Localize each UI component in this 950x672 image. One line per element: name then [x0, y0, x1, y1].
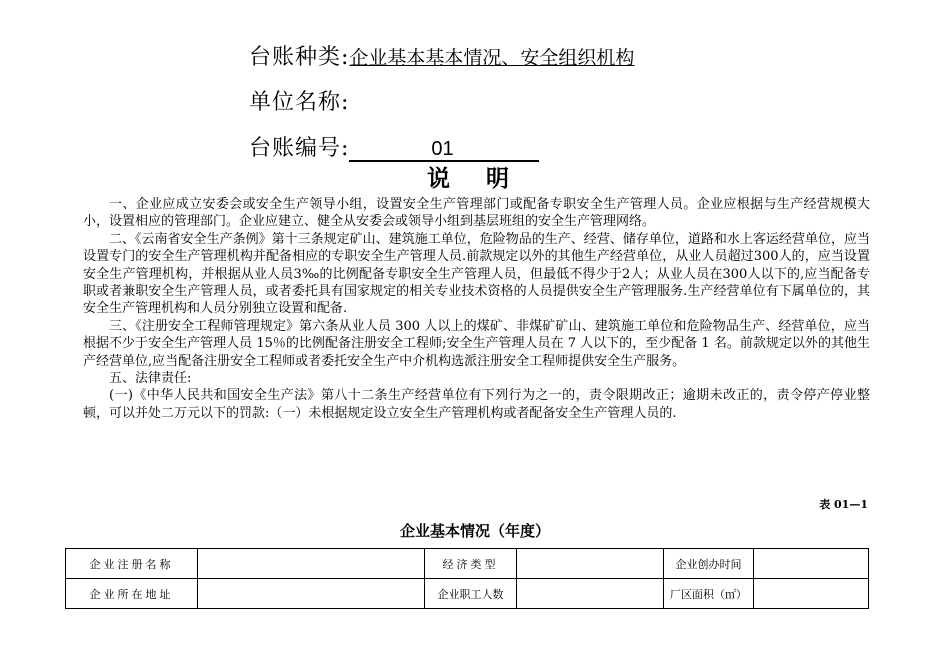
unit-name-row — [249, 85, 349, 116]
table-label-cell: 企业注册名称 — [66, 549, 198, 579]
table-label-cell: 厂区面积（㎡） — [664, 579, 754, 609]
table-code: 表 01—1 — [819, 498, 868, 511]
paragraph: 五、法律责任: — [109, 371, 192, 387]
table-label-cell: 经济类型 — [425, 549, 517, 579]
table-value-cell[interactable] — [754, 579, 869, 609]
ledger-category-row — [249, 40, 634, 71]
paragraph: 一、企业应成立安委会或安全生产领导小组，设置安全生产管理部门或配备专职安全生产管理人员。企业应根据与生产经营规模大小，设置相应的管理部门。企业应建立、健全从安委会或领导小组到基层班组的安全生产管理网络。 — [83, 197, 870, 230]
instructions-body — [83, 196, 870, 422]
ledger-number-row — [249, 131, 539, 162]
ledger-category-value: 企业基本基本情况、安全组织机构 — [349, 48, 635, 69]
table-value-cell[interactable] — [754, 549, 869, 579]
paragraph: (一)《中华人民共和国安全生产法》第八十二条生产经营单位有下列行为之一的，责令限期改正；逾期未改正的，责令停产停业整顿，可以并处二万元以下的罚款:（一）未根据规定设立安全生产管理机构或者配备安全生产管理人员的. — [83, 388, 870, 421]
ledger-category-label: 台账种类: — [249, 45, 350, 70]
table-label-cell: 企业创办时间 — [664, 549, 754, 579]
paragraph: 三、《注册安全工程师管理规定》第六条从业人员 300 人以上的煤矿、非煤矿矿山、建筑施工单位和危险物品生产、经营单位，应当根据不少于安全生产管理人员 15％的比例配备注册安全工程师;安全生产管理人员在 7 人以下的，至少配备 1 名。前款规定以外的其他生产经营单位,应当配备注册安全工程师或者委托安全生产中介机构选派注册安全工程师提供安全生产服务。 — [83, 318, 870, 369]
table-title: 企业基本情况（年度） — [399, 522, 550, 540]
table-value-cell[interactable] — [198, 549, 425, 579]
enterprise-info-table — [65, 548, 869, 609]
table-value-cell[interactable] — [198, 579, 425, 609]
table-label-cell: 企业职工人数 — [425, 579, 517, 609]
ledger-number-label: 台账编号: — [249, 136, 350, 161]
table-row — [66, 549, 869, 579]
unit-name-label: 单位名称: — [249, 90, 350, 115]
document-title: 说 明 — [426, 165, 523, 192]
table-value-cell[interactable] — [517, 549, 664, 579]
table-row — [66, 579, 869, 609]
table-value-cell[interactable] — [517, 579, 664, 609]
paragraph: 二、《云南省安全生产条例》第十三条规定矿山、建筑施工单位，危险物品的生产、经营、储存单位，道路和水上客运经营单位，应当设置专门的安全生产管理机构并配备相应的专职安全生产管理人员.前款规定以外的其他生产经营单位，从业人员超过300人的，应当设置安全生产管理机构，并根据从业人员3‰的比例配备专职安全生产管理人员，但最低不得少于2人；从业人员在300人以下的,应当配备专职或者兼职安全生产管理人员，或者委托具有国家规定的相关专业技术资格的人员提供安全生产管理服务.生产经营单位有下属单位的，其安全生产管理机构和人员分别独立设置和配备. — [83, 231, 870, 317]
ledger-number-value: 01 — [349, 138, 539, 162]
table-label-cell: 企业所在地址 — [66, 579, 198, 609]
